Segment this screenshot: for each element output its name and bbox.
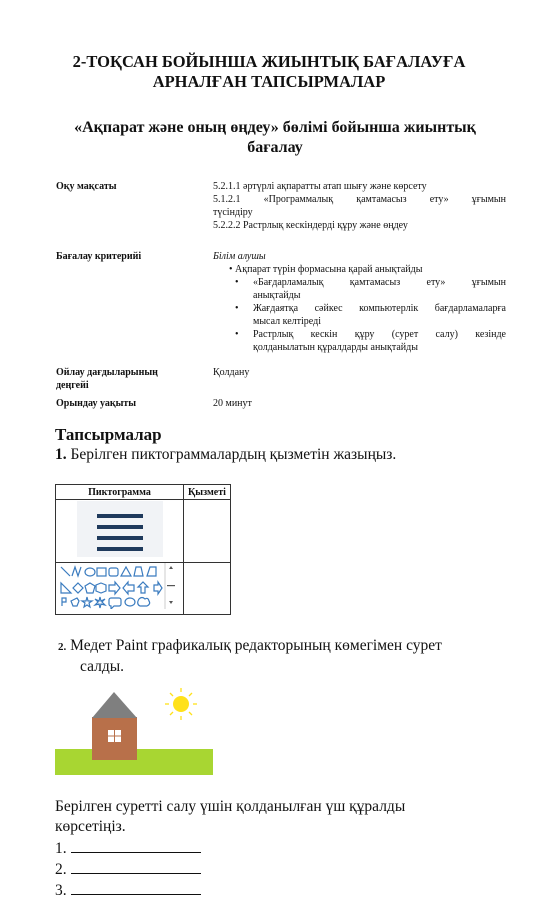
answer-cell[interactable] (184, 500, 231, 563)
goal-item: 5.2.2.2 Растрлық кескіндерді құру және өңдеу (213, 220, 408, 231)
question-3 (55, 797, 505, 837)
shapes-palette-icon (59, 563, 183, 609)
question-number: 2. (58, 641, 67, 653)
criteria-list (213, 250, 506, 354)
answer-line[interactable]: 2. (55, 859, 201, 880)
skills-value: Қолдану (213, 367, 250, 378)
time-value: 20 минут (213, 398, 252, 409)
section-title-line1: «Ақпарат және оның өңдеу» бөлімі бойынша жиынтық (74, 119, 476, 136)
answer-list (55, 838, 201, 901)
bullet-icon: • (235, 277, 239, 288)
criteria-intro: Білім алушы (213, 251, 266, 262)
tasks-heading: Тапсырмалар (55, 425, 162, 444)
goals-list (213, 180, 506, 232)
section-title-line2: бағалау (247, 139, 303, 156)
main-title (20, 52, 518, 92)
goal-item: 5.1.2.1 «Программалық қамтамасыз ету» ұғымын (213, 194, 506, 205)
question-1 (55, 445, 396, 465)
align-justify-icon (77, 501, 163, 557)
criteria-item: • Жағдаятқа сәйкес компьютерлік бағдарламаларға мысал келтіреді (235, 303, 506, 327)
icons-table (55, 484, 231, 615)
criteria-label: Бағалау критерийі (56, 251, 142, 262)
question-text: салды. (80, 658, 124, 675)
skills-label: Ойлау дағдыларының деңгейі (56, 367, 158, 391)
criteria-item: • «Бағдарламалық қамтамасыз ету» ұғымын анықтайды (235, 277, 506, 301)
roof-shape (92, 692, 137, 718)
bullet-icon: • (229, 264, 236, 275)
question-2 (58, 636, 508, 677)
bullet-icon: • (235, 329, 239, 340)
answer-line[interactable]: 1. (55, 838, 201, 859)
table-header: Қызметі (184, 485, 231, 500)
sun-shape (165, 688, 197, 720)
question-text: Медет Paint графикалық редакторының көмегімен сурет (70, 637, 442, 654)
bullet-icon: • (235, 303, 239, 314)
table-header: Пиктограмма (56, 485, 184, 500)
goal-item: түсіндіру (213, 207, 253, 218)
house-drawing (55, 680, 215, 776)
goal-item: 5.2.1.1 әртүрлі ақпаратты атап шығу және көрсету (213, 181, 427, 192)
criteria-item: • Ақпарат түрін формасына қарай анықтайды (229, 264, 423, 275)
question-text: Берілген пиктограммалардың қызметін жазыңыз. (70, 446, 397, 463)
time-label: Орындау уақыты (56, 398, 137, 409)
question-text: Берілген суретті салу үшін қолданылған үш құралды (55, 798, 406, 815)
table-cell (56, 563, 184, 615)
criteria-item: • Растрлық кескін құру (сурет салу) кезінде қолданылатын құралдарды анықтайды (235, 329, 506, 353)
main-title-line1: 2-ТОҚСАН БОЙЫНША ЖИЫНТЫҚ БАҒАЛАУҒА (72, 52, 466, 71)
goals-label: Оқу мақсаты (56, 181, 117, 192)
main-title-line2: АРНАЛҒАН ТАПСЫРМАЛАР (152, 72, 386, 91)
question-number: 1. (55, 446, 67, 463)
table-cell (56, 500, 184, 563)
answer-cell[interactable] (184, 563, 231, 615)
answer-line[interactable]: 3. (55, 880, 201, 901)
section-title (40, 118, 510, 158)
question-text: көрсетіңіз. (55, 818, 126, 835)
